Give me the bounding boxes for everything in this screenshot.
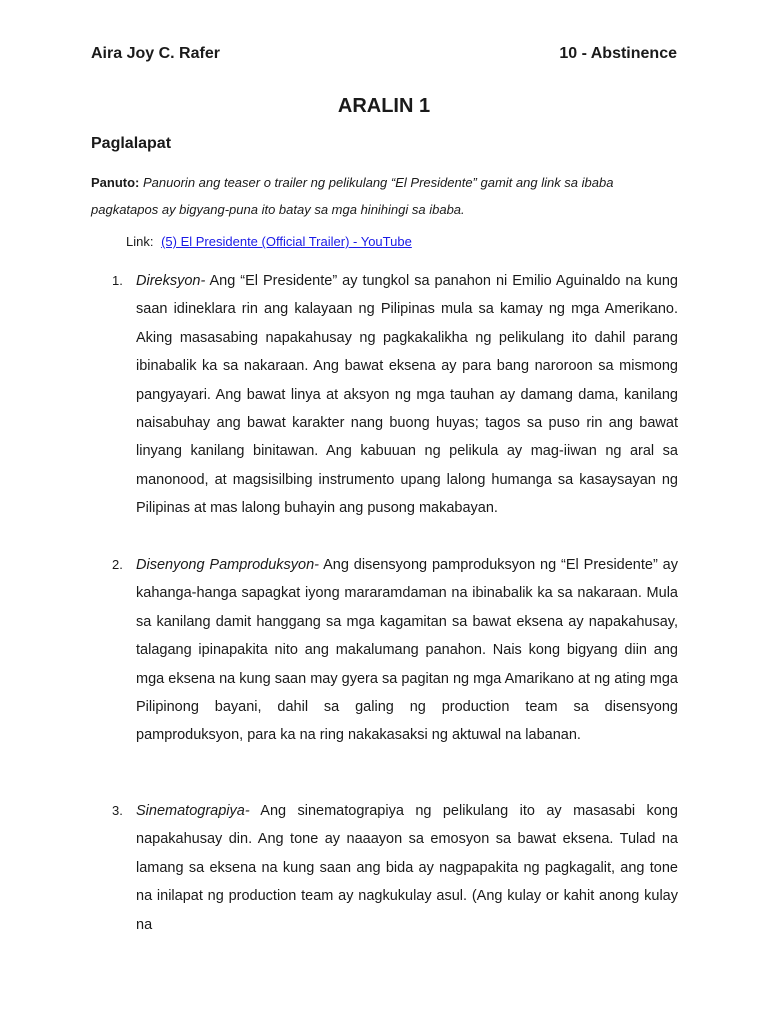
list-item [112,551,678,750]
list-item [112,797,678,939]
instructions [91,169,679,223]
list-item [112,267,678,523]
author-name: Aira Joy C. Rafer [91,45,220,62]
list-item-text [136,267,678,523]
list-term: Sinematograpiya- [136,803,250,819]
section-label: 10 - Abstinence [559,45,677,62]
list-body: Ang disensyong pamproduksyon ng “El Presidente” ay kahanga-hanga sapagkat iyong mararamdaman na ibinabalik ka sa nakaraan. Mula sa kanilang damit hanggang sa mga kagamitan sa bawat eksena ay napakahusay, talagang ipinapakita nito ang makalumang panahon. Nais kong bigyang diin ang mga eksena na kung saan may gyera sa pagitan ng mga Amarikano at ng ating mga Pilipinong bayani, dahil sa galing ng production team sa disensyong pamproduksyon, para ka na ring nakakasaksi ng aktuwal na labanan. [136,557,678,744]
youtube-link[interactable]: (5) El Presidente (Official Trailer) - YouTube [161,234,412,249]
list-term: Direksyon- [136,273,206,289]
list-item-text [136,551,678,750]
list-number: 3. [112,803,123,818]
subheading: Paglalapat [91,135,172,152]
list-number: 2. [112,557,123,572]
list-term: Disenyong Pamproduksyon- [136,557,319,573]
page-title: ARALIN 1 [337,95,431,117]
list-body: Ang sinematograpiya ng pelikulang ito ay masasabi kong napakahusay din. Ang tone ay naaayon sa emosyon sa bawat eksena. Tulad na lamang sa eksena na kung saan ang bida ay nagpapakita ng pagkagalit, ang tone na inilapat ng production team ay nagkukulay asul. (Ang kulay or kahit anong kulay na [136,803,678,933]
instructions-text: Panuorin ang teaser o trailer ng pelikulang “El Presidente” gamit ang link sa ibaba pagkatapos ay bigyang-puna ito batay sa mga hinihingi sa ibaba. [91,175,614,217]
list-body: Ang “El Presidente” ay tungkol sa panahon ni Emilio Aguinaldo na kung saan idineklara rin ang kalayaan ng Pilipinas mula sa kamay ng mga Amerikano. Aking masasabing napakahusay ng pagkakalikha ng pelikulang ito dahil parang ibinabalik ka sa nakaraan. Ang bawat eksena ay para bang naroroon sa mismong pangyayari. Ang bawat linya at aksyon ng mga tauhan ay damang dama, kanilang naisabuhay ang bawat karakter nang buong huyas; tagos sa puso rin ang bawat linyang kanilang binitawan. Ang kabuuan ng pelikula ay mag-iiwan ng aral sa manonood, at magsisilbing instrumento upang lalong humanga sa kasaysayan ng Pilipinas at mas lalong buhayin ang pusong makabayan. [136,273,678,517]
list-number: 1. [112,273,123,288]
instructions-label: Panuto: [91,175,140,190]
link-row [126,234,412,249]
list-item-text [136,797,678,939]
link-label: Link: [126,234,154,249]
